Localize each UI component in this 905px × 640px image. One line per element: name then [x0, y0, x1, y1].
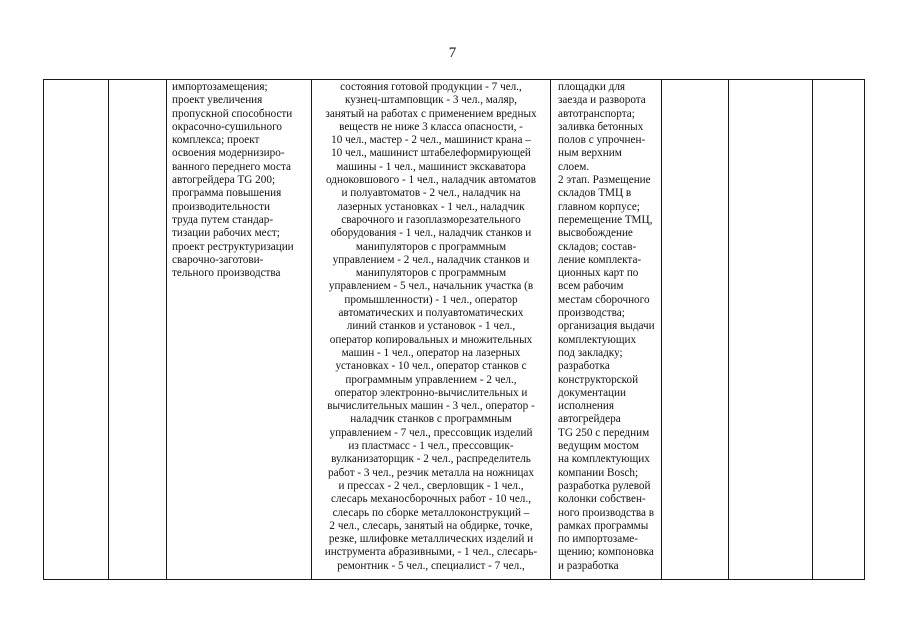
project-description-text: импортозамещения; проект увеличения пропускной способности окрасочно-сушильного комплекса; проект освоения модернизиро- ванного переднего моста автогрейдера TG 200; программа повышения производительности труда путем стандар- тизации рабочих мест; проект реструктуризации сварочно-заготови- тельного производства	[172, 81, 294, 280]
table-cell-col8	[813, 80, 865, 580]
staffing-needs-text: состояния готовой продукции - 7 чел., кузнец-штамповщик - 3 чел., маляр, занятый на работах с применением вредных веществ не ниже 3 класса опасности, - 10 чел., мастер - 2 чел., машинист крана – 10 чел., машинист штабелеформирующей машины - 1 чел., машинист экскаватора одноковшового - 1 чел., наладчик автоматов и полуавтоматов - 2 чел., наладчик на лазерных установках - 1 чел., наладчик сварочного и газоплазморезательного оборудования - 1 чел., наладчик станков и манипуляторов с программным управлением - 2 чел., наладчик станков и манипуляторов с программным управлением - 5 чел., начальник участка (в промышленности) - 1 чел., оператор автоматических и полуавтоматических линий станков и установок - 1 чел., оператор копировальных и множительных машин - 1 чел., оператор на лазерных установках - 10 чел., оператор станков с программным управлением - 2 чел., оператор электронно-вычислительных и вычислительных машин - 3 чел., оператор - наладчик станков с программным управлением - 7 чел., прессовщик изделий из пластмасс - 1 чел., прессовщик- вулканизаторщик - 2 чел., распределитель работ - 3 чел., резчик металла на ножницах и прессах - 2 чел., сверловщик - 1 чел., слесарь механосборочных работ - 10 чел., слесарь по сборке металлоконструкций – 2 чел., слесарь, занятый на обдирке, точке, резке, шлифовке металлических изделий и инструмента абразивными, - 1 чел., слесарь- ремонтник - 5 чел., специалист - 7 чел.,	[324, 81, 538, 572]
table-cell-col2	[109, 80, 167, 580]
table-cell-col1	[44, 80, 109, 580]
table-cell-project-description	[167, 80, 312, 580]
document-table	[43, 79, 865, 580]
table-cell-stages	[551, 80, 662, 580]
page-number: 7	[448, 45, 457, 61]
table-cell-staffing-needs	[312, 80, 551, 580]
stages-text: площадки для заезда и разворота автотранспорта; заливка бетонных полов с упрочнен- ным верхним слоем. 2 этап. Размещение складов ТМЦ в главном корпусе; перемещение ТМЦ, высвобождение складов; состав- ление комплекта- ционных карт по всем рабочим местам сборочного производства; организация выдачи комплектующих под закладку; разработка конструкторской документации исполнения автогрейдера TG 250 с передним ведущим мостом на комплектующих компании Bosch; разработка рулевой колонки собствен- ного производства в рамках программы по импортозаме- щению; компоновка и разработка	[558, 81, 655, 572]
table-row	[44, 80, 865, 580]
table-cell-col7	[729, 80, 813, 580]
table-cell-col6	[662, 80, 729, 580]
